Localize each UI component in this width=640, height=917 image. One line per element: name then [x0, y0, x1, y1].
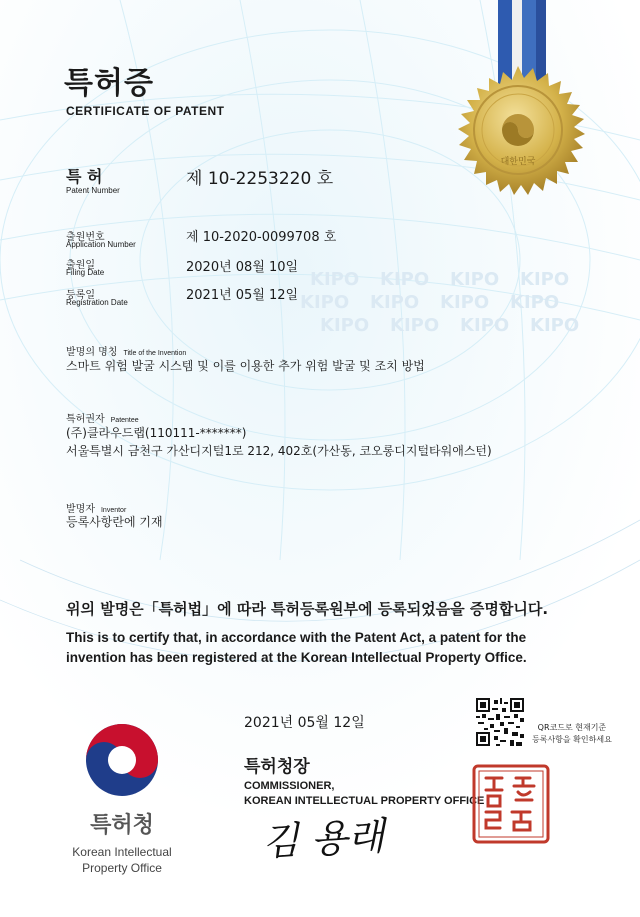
patentee-name: (주)클라우드랩(110111-*******) — [66, 426, 247, 440]
svg-text:KIPO: KIPO — [450, 269, 500, 290]
svg-text:KIPO: KIPO — [510, 292, 560, 313]
svg-text:KIPO: KIPO — [300, 292, 350, 313]
commissioner-line2: KOREAN INTELLECTUAL PROPERTY OFFICE — [244, 795, 485, 807]
certificate-title-kr: 특허증 — [64, 66, 154, 101]
patentee-label-en: Patentee — [110, 417, 139, 424]
svg-text:KIPO: KIPO — [310, 269, 360, 290]
patentee-address: 서울특별시 금천구 가산디지털1로 212, 402호(가산동, 코오롱디지털타워애스턴) — [66, 444, 492, 458]
invention-title: 스마트 위험 발굴 시스템 및 이를 이용한 추가 위험 발굴 및 조치 방법 — [66, 359, 425, 373]
commissioner-title-kr: 특허청장 — [244, 757, 310, 777]
commissioner-line1: COMMISSIONER, — [244, 780, 335, 792]
invention-label-kr: 발명의 명칭 — [66, 347, 118, 358]
application-label-kr: 출원번호 — [66, 232, 105, 243]
patent-label-kr: 특 허 — [66, 167, 103, 186]
filing-label-en: Filing Date — [66, 268, 105, 277]
official-red-seal — [472, 764, 550, 844]
patent-number: 제 10-2253220 호 — [186, 169, 334, 189]
svg-text:KIPO: KIPO — [460, 315, 510, 336]
commissioner-signature: 김 용래 — [261, 813, 386, 865]
qr-note-line2: 등록사항을 확인하세요 — [532, 735, 612, 744]
gold-seal — [438, 64, 598, 224]
kipo-name-en-line1: Korean Intellectual — [72, 845, 172, 859]
registration-date: 2021년 05월 12일 — [186, 288, 299, 303]
statement-en-line2: invention has been registered at the Korean Intellectual Property Office. — [66, 650, 527, 665]
patentee-label-kr: 특허권자 — [66, 414, 105, 425]
application-label-en: Application Number — [66, 240, 136, 249]
kipo-name-en-line2: Property Office — [82, 861, 162, 875]
qr-note — [532, 722, 612, 746]
inventor-label-en: Inventor — [100, 507, 127, 514]
svg-text:KIPO: KIPO — [530, 315, 580, 336]
svg-text:KIPO: KIPO — [380, 269, 430, 290]
svg-text:KIPO: KIPO — [370, 292, 420, 313]
patent-label-en: Patent Number — [66, 186, 120, 195]
statement-kr: 위의 발명은「특허법」에 따라 특허등록원부에 등록되었음을 증명합니다. — [66, 600, 549, 618]
inventor-label-kr: 발명자 — [66, 504, 95, 515]
inventor-value: 등록사항란에 기재 — [66, 515, 163, 529]
svg-text:대한민국: 대한민국 — [500, 157, 536, 167]
svg-text:KIPO: KIPO — [320, 315, 370, 336]
certificate-title-en: CERTIFICATE OF PATENT — [66, 104, 225, 118]
svg-text:KIPO: KIPO — [520, 269, 570, 290]
registration-label-en: Registration Date — [66, 298, 128, 307]
issue-date: 2021년 05월 12일 — [244, 715, 365, 731]
qr-note-line1: QR코드로 현재기준 — [537, 723, 607, 732]
statement-en-line1: This is to certify that, in accordance with the Patent Act, a patent for the — [66, 630, 527, 645]
application-number: 제 10-2020-0099708 호 — [186, 230, 337, 245]
kipo-taegeuk-logo — [82, 720, 162, 800]
filing-date: 2020년 08월 10일 — [186, 260, 299, 275]
kipo-name-kr: 특허청 — [90, 813, 154, 838]
qr-code[interactable] — [476, 698, 524, 746]
svg-text:KIPO: KIPO — [390, 315, 440, 336]
svg-text:KIPO: KIPO — [440, 292, 490, 313]
invention-label-en: Title of the Invention — [123, 350, 187, 357]
registration-label-kr: 등록일 — [66, 290, 95, 301]
filing-label-kr: 출원일 — [66, 260, 95, 271]
